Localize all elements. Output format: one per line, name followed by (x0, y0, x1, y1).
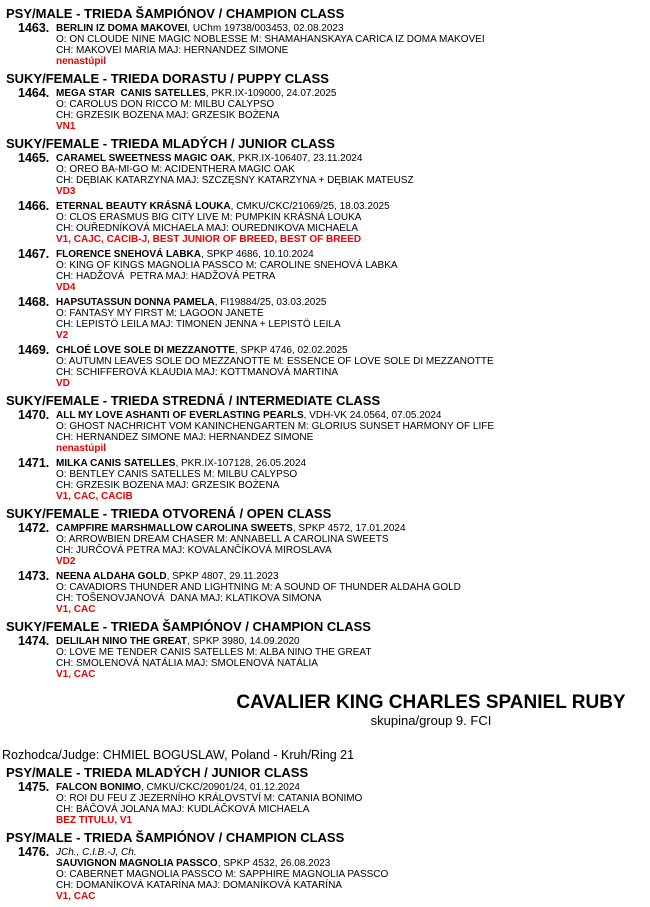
dog-name: NEENA ALDAHA GOLD (56, 571, 167, 582)
breeder-owner-line: CH: LEPISTÖ LEILA MAJ: TIMONEN JENNA + LEPISTÖ LEILA (56, 319, 341, 330)
entry-row (6, 23, 650, 67)
entry-row (6, 345, 650, 389)
champion-titles-line: JCh., C.I.B.-J, Ch. (56, 847, 137, 858)
entry-details (56, 458, 650, 502)
dog-name: MILKA CANIS SATELLES (56, 458, 176, 469)
catalog-body (2, 6, 650, 902)
breeder-owner-line: CH: SMOLENOVÁ NATÁLIA MAJ: SMOLENOVÁ NATÁLIA (56, 658, 318, 669)
dog-name-line (56, 523, 650, 534)
dog-name: CHLOÉ LOVE SOLE DI MEZZANOTTE (56, 345, 235, 356)
class-header: SUKY/FEMALE - TRIEDA MLADÝCH / JUNIOR CLASS (6, 136, 335, 151)
parents-line: O: BENTLEY CANIS SATELLES M: MILBU CALYPSO (56, 469, 298, 480)
entry-details (56, 23, 650, 67)
result-line: VD3 (56, 186, 76, 197)
parents-line: O: CAROLUS DON RICCO M: MILBU CALYPSO (56, 99, 275, 110)
dog-name: FALCON BONIMO (56, 782, 141, 793)
result-line: VN1 (56, 121, 76, 132)
result-line: V2 (56, 330, 69, 341)
breed-header (211, 693, 650, 728)
dog-name-line (56, 88, 650, 99)
entry-row (6, 847, 650, 902)
parents-line: O: CAVADIORS THUNDER AND LIGHTNING M: A SOUND OF THUNDER ALDAHA GOLD (56, 582, 461, 593)
result-line: V1, CAC (56, 669, 96, 680)
entry-details (56, 571, 650, 615)
class-header: PSY/MALE - TRIEDA MLADÝCH / JUNIOR CLASS (6, 765, 309, 780)
entry-number: 1466. (18, 199, 50, 213)
parents-line: O: LOVE ME TENDER CANIS SATELLES M: ALBA NINO THE GREAT (56, 647, 372, 658)
parents-line: O: ARROWBIEN DREAM CHASER M: ANNABELL A CAROLINA SWEETS (56, 534, 389, 545)
entry-number: 1473. (18, 569, 50, 583)
dog-registration: , PKR.IX-109000, 24.07.2025 (205, 88, 337, 99)
result-line: VD2 (56, 556, 76, 567)
breeder-owner-line: CH: OUŘEDNÍKOVÁ MICHAELA MAJ: OUREDNIKOVA MICHAELA (56, 223, 359, 234)
class-header: SUKY/FEMALE - TRIEDA ŠAMPIÓNOV / CHAMPION CLASS (6, 619, 371, 634)
breeder-owner-line: CH: DĘBIAK KATARZYNA MAJ: SZCZĘSNY KATARZYNA + DĘBIAK MATEUSZ (56, 175, 414, 186)
entry-details (56, 297, 650, 341)
entry-number: 1463. (18, 21, 50, 35)
entry-number: 1475. (18, 780, 50, 794)
result-line: nenastúpil (56, 443, 107, 454)
dog-name-line (56, 858, 650, 869)
dog-name: FLORENCE SNEHOVÁ LABKA (56, 249, 202, 260)
dog-registration: , SPKP 4686, 10.10.2024 (201, 249, 314, 260)
entry-number: 1472. (18, 521, 50, 535)
dog-name-line (56, 458, 650, 469)
class-header: SUKY/FEMALE - TRIEDA STREDNÁ / INTERMEDIATE CLASS (6, 393, 381, 408)
dog-name-line (56, 201, 650, 212)
dog-name: DELILAH NINO THE GREAT (56, 636, 187, 647)
dog-registration: , SPKP 4572, 17.01.2024 (292, 523, 406, 534)
class-header: SUKY/FEMALE - TRIEDA DORASTU / PUPPY CLASS (6, 71, 329, 86)
dog-registration: , VDH-VK 24.0564, 07.05.2024 (303, 410, 442, 421)
dog-name-line (56, 153, 650, 164)
breeder-owner-line: CH: SCHIFFEROVÁ KLAUDIA MAJ: KOTTMANOVÁ MARTINA (56, 367, 339, 378)
entry-details (56, 523, 650, 567)
entry-row (6, 458, 650, 502)
entry-row (6, 249, 650, 293)
result-line: BEZ TITULU, V1 (56, 815, 133, 826)
dog-name: ALL MY LOVE ASHANTI OF EVERLASTING PEARLS (56, 410, 304, 421)
dog-registration: , SPKP 4746, 02.02.2025 (234, 345, 348, 356)
breeder-owner-line: CH: HADŽOVÁ PETRA MAJ: HADŽOVÁ PETRA (56, 271, 276, 282)
entry-row (6, 782, 650, 826)
entry-number: 1471. (18, 456, 50, 470)
entry-number: 1467. (18, 247, 50, 261)
dog-registration: , CMKU/CKC/20901/24, 01.12.2024 (141, 782, 300, 793)
entry-number: 1468. (18, 295, 50, 309)
breeder-owner-line: CH: GRZESIK BOZENA MAJ: GRZESIK BOŻENA (56, 480, 280, 491)
result-line: V1, CAJC, CACIB-J, BEST JUNIOR OF BREED, BEST OF BREED (56, 234, 362, 245)
breeder-owner-line: CH: HERNANDEZ SIMONE MAJ: HERNANDEZ SIMONE (56, 432, 314, 443)
dog-name-line (56, 345, 650, 356)
dog-registration: , SPKP 4532, 26.08.2023 (217, 858, 331, 869)
result-line: VD4 (56, 282, 76, 293)
entry-details (56, 636, 650, 680)
dog-name-line (56, 23, 650, 34)
breeder-owner-line: CH: JURČOVÁ PETRA MAJ: KOVALANČÍKOVÁ MIROSLAVA (56, 545, 332, 556)
entry-number: 1476. (18, 845, 50, 859)
dog-name: ETERNAL BEAUTY KRÁSNÁ LOUKA (56, 201, 231, 212)
entry-number: 1474. (18, 634, 50, 648)
parents-line: O: ROI DU FEU Z JEZERNÍHO KRÁLOVSTVÍ M: CATANIA BONIMO (56, 793, 363, 804)
result-line: VD (56, 378, 70, 389)
entry-row (6, 523, 650, 567)
breeder-owner-line: CH: BÁČOVÁ JOLANA MAJ: KUDLÁČKOVÁ MICHAELA (56, 804, 310, 815)
dog-name: BERLIN IZ DOMA MAKOVEI (56, 23, 188, 34)
entry-row (6, 636, 650, 680)
entry-row (6, 297, 650, 341)
breeder-owner-line: CH: MAKOVEI MARIA MAJ: HERNANDEZ SIMONE (56, 45, 289, 56)
dog-registration: , FI19884/25, 03.03.2025 (214, 297, 327, 308)
breeder-owner-line: CH: DOMANÍKOVÁ KATARÍNA MAJ: DOMANÍKOVÁ KATARÍNA (56, 880, 342, 891)
entry-row (6, 410, 650, 454)
parents-line: O: GHOST NACHRICHT VOM KANINCHENGARTEN M: GLORIUS SUNSET HARMONY OF LIFE (56, 421, 495, 432)
dog-registration: , PKR.IX-106407, 23.11.2024 (232, 153, 363, 164)
dog-name-line (56, 782, 650, 793)
entry-details (56, 782, 650, 826)
dog-name-line (56, 571, 650, 582)
entry-row (6, 201, 650, 245)
parents-line: O: CLOS ERASMUS BIG CITY LIVE M: PUMPKIN KRÁSNÁ LOUKA (56, 212, 362, 223)
breeder-owner-line: CH: TOŠENOVJANOVÁ DANA MAJ: KLATIKOVA SIMONA (56, 593, 322, 604)
breeder-owner-line: CH: GRZESIK BOZENA MAJ: GRZESIK BOŻENA (56, 110, 280, 121)
entry-number: 1464. (18, 86, 50, 100)
dog-name: CARAMEL SWEETNESS MAGIC OAK (56, 153, 233, 164)
parents-line: O: KING OF KINGS MAGNOLIA PASSCO M: CAROLINE SNEHOVÁ LABKA (56, 260, 398, 271)
entry-row (6, 571, 650, 615)
entry-details (56, 345, 650, 389)
dog-name-line (56, 636, 650, 647)
dog-registration: , SPKP 3980, 14.09.2020 (186, 636, 300, 647)
entry-details (56, 249, 650, 293)
entry-details (56, 410, 650, 454)
dog-name-line (56, 410, 650, 421)
dog-registration: , PKR.IX-107128, 26.05.2024 (175, 458, 307, 469)
dog-name: MEGA STAR CANIS SATELLES (56, 88, 206, 99)
dog-registration: , SPKP 4807, 29.11.2023 (166, 571, 279, 582)
dog-name-line (56, 249, 650, 260)
entry-number: 1470. (18, 408, 50, 422)
class-header: PSY/MALE - TRIEDA ŠAMPIÓNOV / CHAMPION CLASS (6, 830, 345, 845)
judge-line: Rozhodca/Judge: CHMIEL BOGUSLAW, Poland - Kruh/Ring 21 (2, 748, 355, 762)
entry-number: 1469. (18, 343, 50, 357)
parents-line: O: OREO BA-MI-GO M: ACIDENTHERA MAGIC OAK (56, 164, 295, 175)
dog-name: HAPSUTASSUN DONNA PAMELA (56, 297, 215, 308)
result-line: nenastúpil (56, 56, 107, 67)
dog-registration: , CMKU/CKC/21069/25, 18.03.2025 (230, 201, 390, 212)
result-line: V1, CAC (56, 604, 96, 615)
dog-name: CAMPFIRE MARSHMALLOW CAROLINA SWEETS (56, 523, 293, 534)
parents-line: O: ON CLOUDE NINE MAGIC NOBLESSE M: SHAMAHANSKAYA CARICA IZ DOMA MAKOVEI (56, 34, 485, 45)
result-line: V1, CAC (56, 891, 96, 902)
entry-row (6, 88, 650, 132)
parents-line: O: CABERNET MAGNOLIA PASSCO M: SAPPHIRE MAGNOLIA PASSCO (56, 869, 389, 880)
breed-title: CAVALIER KING CHARLES SPANIEL RUBY (236, 692, 626, 713)
entry-row (6, 153, 650, 197)
breed-group-subtitle: skupina/group 9. FCI (370, 713, 492, 728)
entry-details (56, 153, 650, 197)
parents-line: O: AUTUMN LEAVES SOLE DO MEZZANOTTE M: ESSENCE OF LOVE SOLE DI MEZZANOTTE (56, 356, 494, 367)
dog-name-line (56, 297, 650, 308)
dog-name: SAUVIGNON MAGNOLIA PASSCO (56, 858, 218, 869)
parents-line: O: FANTASY MY FIRST M: LAGOON JANETE (56, 308, 264, 319)
class-header: PSY/MALE - TRIEDA ŠAMPIÓNOV / CHAMPION CLASS (6, 6, 345, 21)
entry-number: 1465. (18, 151, 50, 165)
entry-details (56, 847, 650, 902)
entry-details (56, 88, 650, 132)
class-header: SUKY/FEMALE - TRIEDA OTVORENÁ / OPEN CLASS (6, 506, 332, 521)
entry-details (56, 201, 650, 245)
dog-registration: , UChm 19738/003453, 02.08.2023 (187, 23, 344, 34)
result-line: V1, CAC, CACIB (56, 491, 133, 502)
